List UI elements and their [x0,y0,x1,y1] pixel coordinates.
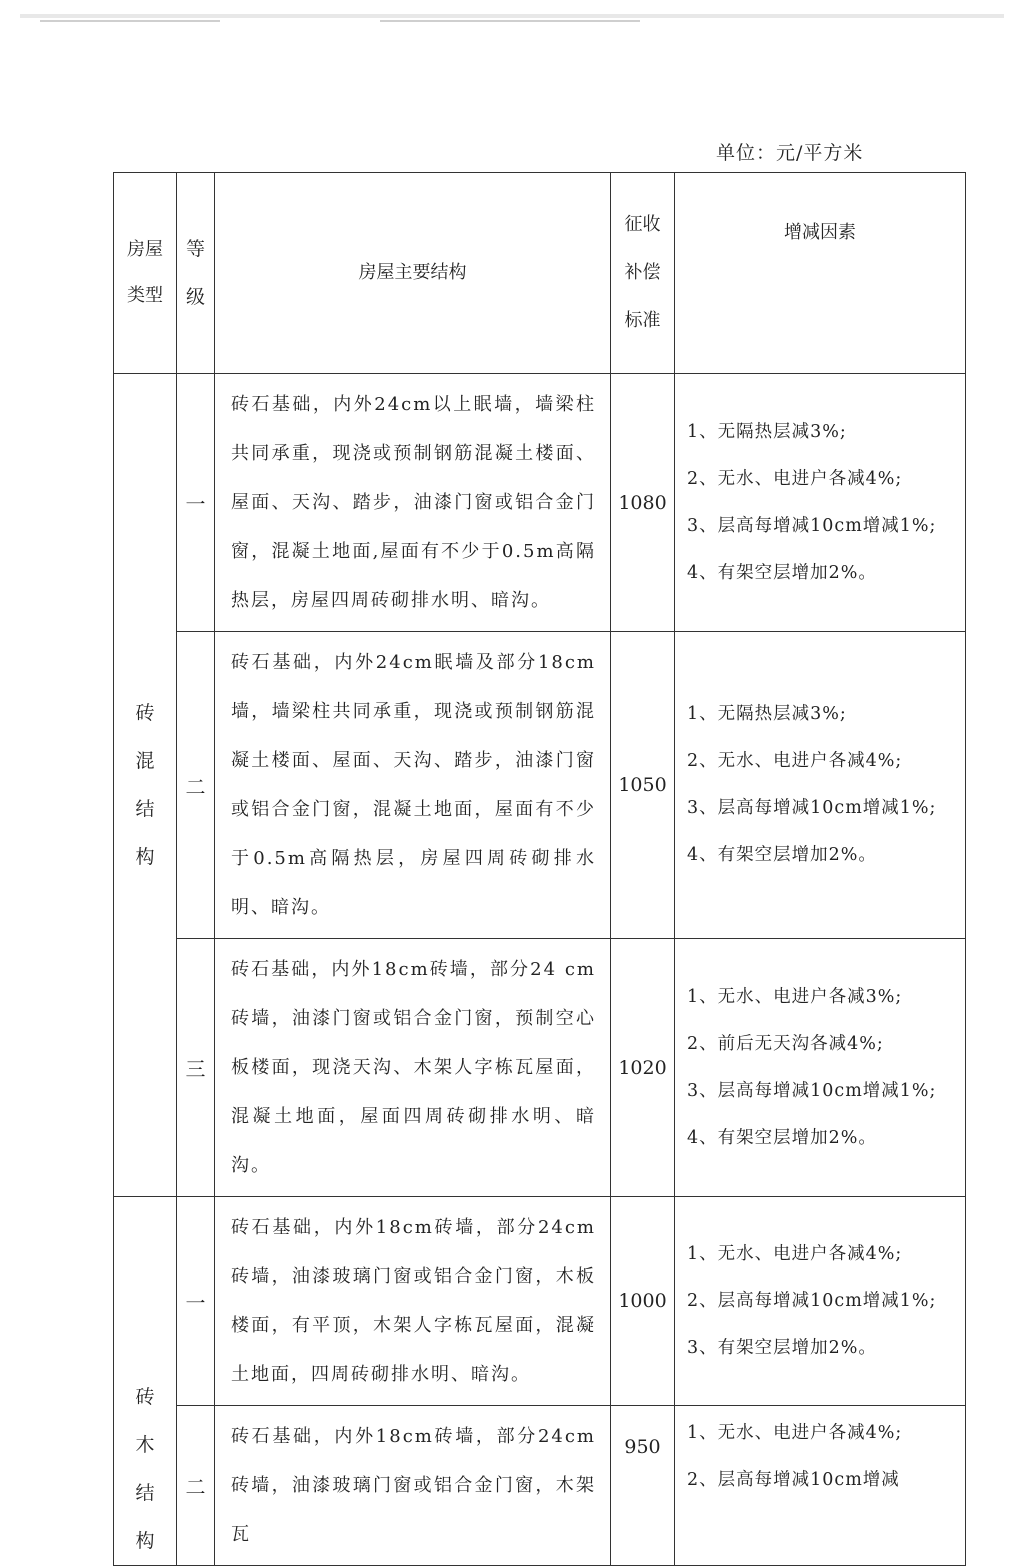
structure-cell: 砖石基础，内外18cm砖墙，部分24cm砖墙，油漆玻璃门窗或铝合金门窗，木架瓦 [215,1406,611,1566]
grade-cell: 一 [177,1197,215,1406]
structure-cell: 砖石基础，内外24cm以上眠墙，墙梁柱共同承重，现浇或预制钢筋混凝土楼面、屋面、天沟、踏步，油漆门窗或铝合金门窗，混凝土地面,屋面有不少于0.5m高隔热层，房屋四周砖砌排水明、暗沟。 [215,374,611,632]
structure-cell: 砖石基础，内外18cm砖墙，部分24cm砖墙，油漆玻璃门窗或铝合金门窗，木板楼面，有平顶，木架人字栋瓦屋面，混凝土地面，四周砖砌排水明、暗沟。 [215,1197,611,1406]
factor-item: 3、层高每增减10cm增减1%; [687,798,937,818]
factors-cell [675,939,966,1197]
header-structure: 房屋主要结构 [215,173,611,374]
house-type-cell [114,374,177,1197]
factor-item: 2、层高每增减10cm增减 [687,1470,900,1490]
factors-cell [675,632,966,939]
factor-item: 1、无隔热层减3%; [687,704,847,724]
header-factors: 增减因素 [675,173,966,374]
factor-item: 1、无水、电进户各减4%; [687,1243,903,1264]
price-cell: 1000 [611,1197,675,1406]
table-row [114,632,966,939]
house-type-label: 砖混结构 [135,702,155,868]
table-container [113,172,973,1552]
factors-cell [675,1406,966,1566]
factor-item: 3、层高每增减10cm增减1%; [687,1080,937,1101]
factor-item: 2、无水、电进户各减4%; [687,468,903,489]
grade-cell: 二 [177,1406,215,1566]
factor-item: 1、无隔热层减3%; [687,421,847,442]
table-header-row [114,173,966,374]
table-row [114,1406,966,1566]
header-grade: 等级 [177,173,215,374]
header-price: 征收补偿标准 [611,173,675,374]
price-cell: 1020 [611,939,675,1197]
house-type-cell [114,1197,177,1566]
price-cell: 1050 [611,632,675,939]
factor-item: 1、无水、电进户各减3%; [687,986,903,1007]
factors-cell [675,374,966,632]
factor-item: 4、有架空层增加2%。 [687,562,877,583]
price-cell: 1080 [611,374,675,632]
structure-cell: 砖石基础，内外18cm砖墙，部分24 cm砖墙，油漆门窗或铝合金门窗，预制空心板楼面，现浇天沟、木架人字栋瓦屋面，混凝土地面，屋面四周砖砌排水明、暗沟。 [215,939,611,1197]
compensation-table [113,172,966,1566]
factor-item: 2、前后无天沟各减4%; [687,1033,884,1054]
factor-item: 1、无水、电进户各减4%; [687,1423,903,1443]
house-type-label: 砖木结构 [135,1386,155,1552]
grade-cell: 二 [177,632,215,939]
table-row [114,1197,966,1406]
header-type: 房屋类型 [114,173,177,374]
price-cell: 950 [611,1406,675,1566]
factor-item: 2、层高每增减10cm增减1%; [687,1290,937,1311]
scan-edge [20,14,1004,18]
factor-item: 2、无水、电进户各减4%; [687,751,903,771]
factor-item: 3、层高每增减10cm增减1%; [687,515,937,536]
structure-cell: 砖石基础，内外24cm眠墙及部分18cm墙，墙梁柱共同承重，现浇或预制钢筋混凝土楼面、屋面、天沟、踏步，油漆门窗或铝合金门窗，混凝土地面，屋面有不少于0.5m高隔热层，房屋四周砖砌排水明、暗沟。 [215,632,611,939]
scan-artifact [40,20,220,22]
factors-cell [675,1197,966,1406]
table-row [114,374,966,632]
grade-cell: 三 [177,939,215,1197]
grade-cell: 一 [177,374,215,632]
unit-label: 单位：元/平方米 [716,142,864,164]
factor-item: 3、有架空层增加2%。 [687,1337,877,1358]
factor-item: 4、有架空层增加2%。 [687,845,877,865]
factor-item: 4、有架空层增加2%。 [687,1127,877,1148]
table-row [114,939,966,1197]
scan-artifact [380,20,640,22]
